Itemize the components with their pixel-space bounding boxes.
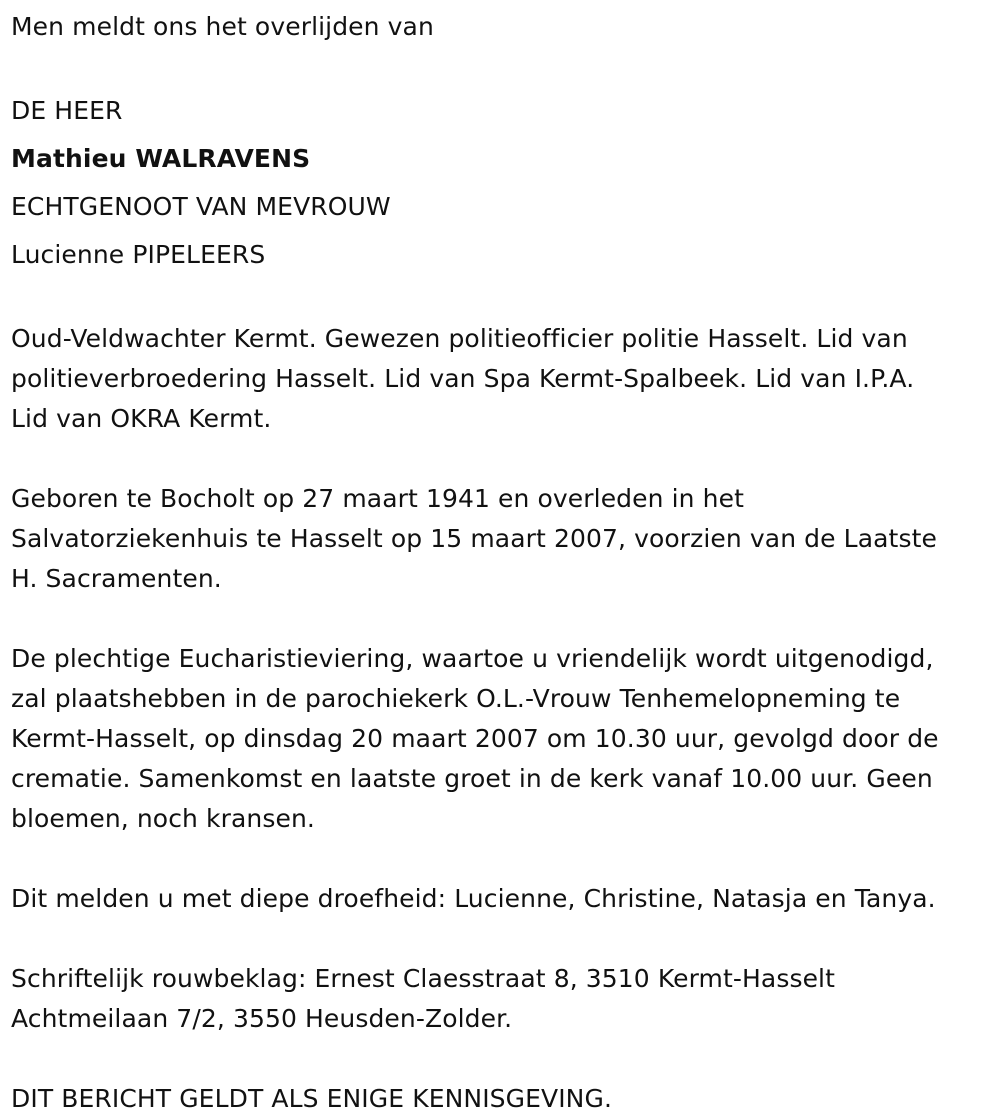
- death-notice: [11, 0, 991, 1119]
- ceremony-line: bloemen, noch kransen.: [11, 804, 315, 833]
- spacer: [11, 47, 991, 87]
- spouse-label: ECHTGENOOT VAN MEVROUW: [11, 192, 391, 221]
- birth-line: H. Sacramenten.: [11, 564, 222, 593]
- deceased-name: Mathieu WALRAVENS: [11, 144, 311, 173]
- ceremony-line: crematie. Samenkomst en laatste groet in de kerk vanaf 10.00 uur. Geen: [11, 764, 933, 793]
- ceremony-line: zal plaatshebben in de parochiekerk O.L.-Vrouw Tenhemelopneming te: [11, 684, 901, 713]
- deceased-title: DE HEER: [11, 96, 123, 125]
- condolence-line: Achtmeilaan 7/2, 3550 Heusden-Zolder.: [11, 1004, 513, 1033]
- birth-line: Geboren te Bocholt op 27 maart 1941 en overleden in het: [11, 484, 744, 513]
- ceremony-paragraph: [11, 639, 991, 839]
- final-notice-block: [11, 1079, 991, 1119]
- condolence-paragraph: [11, 959, 991, 1039]
- ceremony-line: De plechtige Eucharistieviering, waartoe u vriendelijk wordt uitgenodigd,: [11, 644, 934, 673]
- birth-line: Salvatorziekenhuis te Hasselt op 15 maart 2007, voorzien van de Laatste: [11, 524, 937, 553]
- spacer: [11, 279, 991, 319]
- spouse-name: Lucienne PIPELEERS: [11, 240, 266, 269]
- ceremony-line: Kermt-Hasselt, op dinsdag 20 maart 2007 om 10.30 uur, gevolgd door de: [11, 724, 939, 753]
- intro-text: Men meldt ons het overlijden van: [11, 12, 434, 41]
- intro-block: [11, 7, 991, 47]
- condolence-line: Schriftelijk rouwbeklag: Ernest Claesstraat 8, 3510 Kermt-Hasselt: [11, 964, 836, 993]
- career-paragraph: [11, 319, 991, 439]
- deceased-block: [11, 87, 991, 279]
- career-line: politieverbroedering Hasselt. Lid van Spa Kermt-Spalbeek. Lid van I.P.A.: [11, 364, 915, 393]
- career-line: Lid van OKRA Kermt.: [11, 404, 272, 433]
- spacer: [11, 439, 991, 479]
- spacer: [11, 919, 991, 959]
- final-notice-text: DIT BERICHT GELDT ALS ENIGE KENNISGEVING.: [11, 1084, 612, 1113]
- family-paragraph: [11, 879, 991, 919]
- spacer: [11, 599, 991, 639]
- career-line: Oud-Veldwachter Kermt. Gewezen politieofficier politie Hasselt. Lid van: [11, 324, 908, 353]
- birth-paragraph: [11, 479, 991, 599]
- spacer: [11, 839, 991, 879]
- spacer: [11, 1039, 991, 1079]
- family-text: Dit melden u met diepe droefheid: Lucienne, Christine, Natasja en Tanya.: [11, 884, 936, 913]
